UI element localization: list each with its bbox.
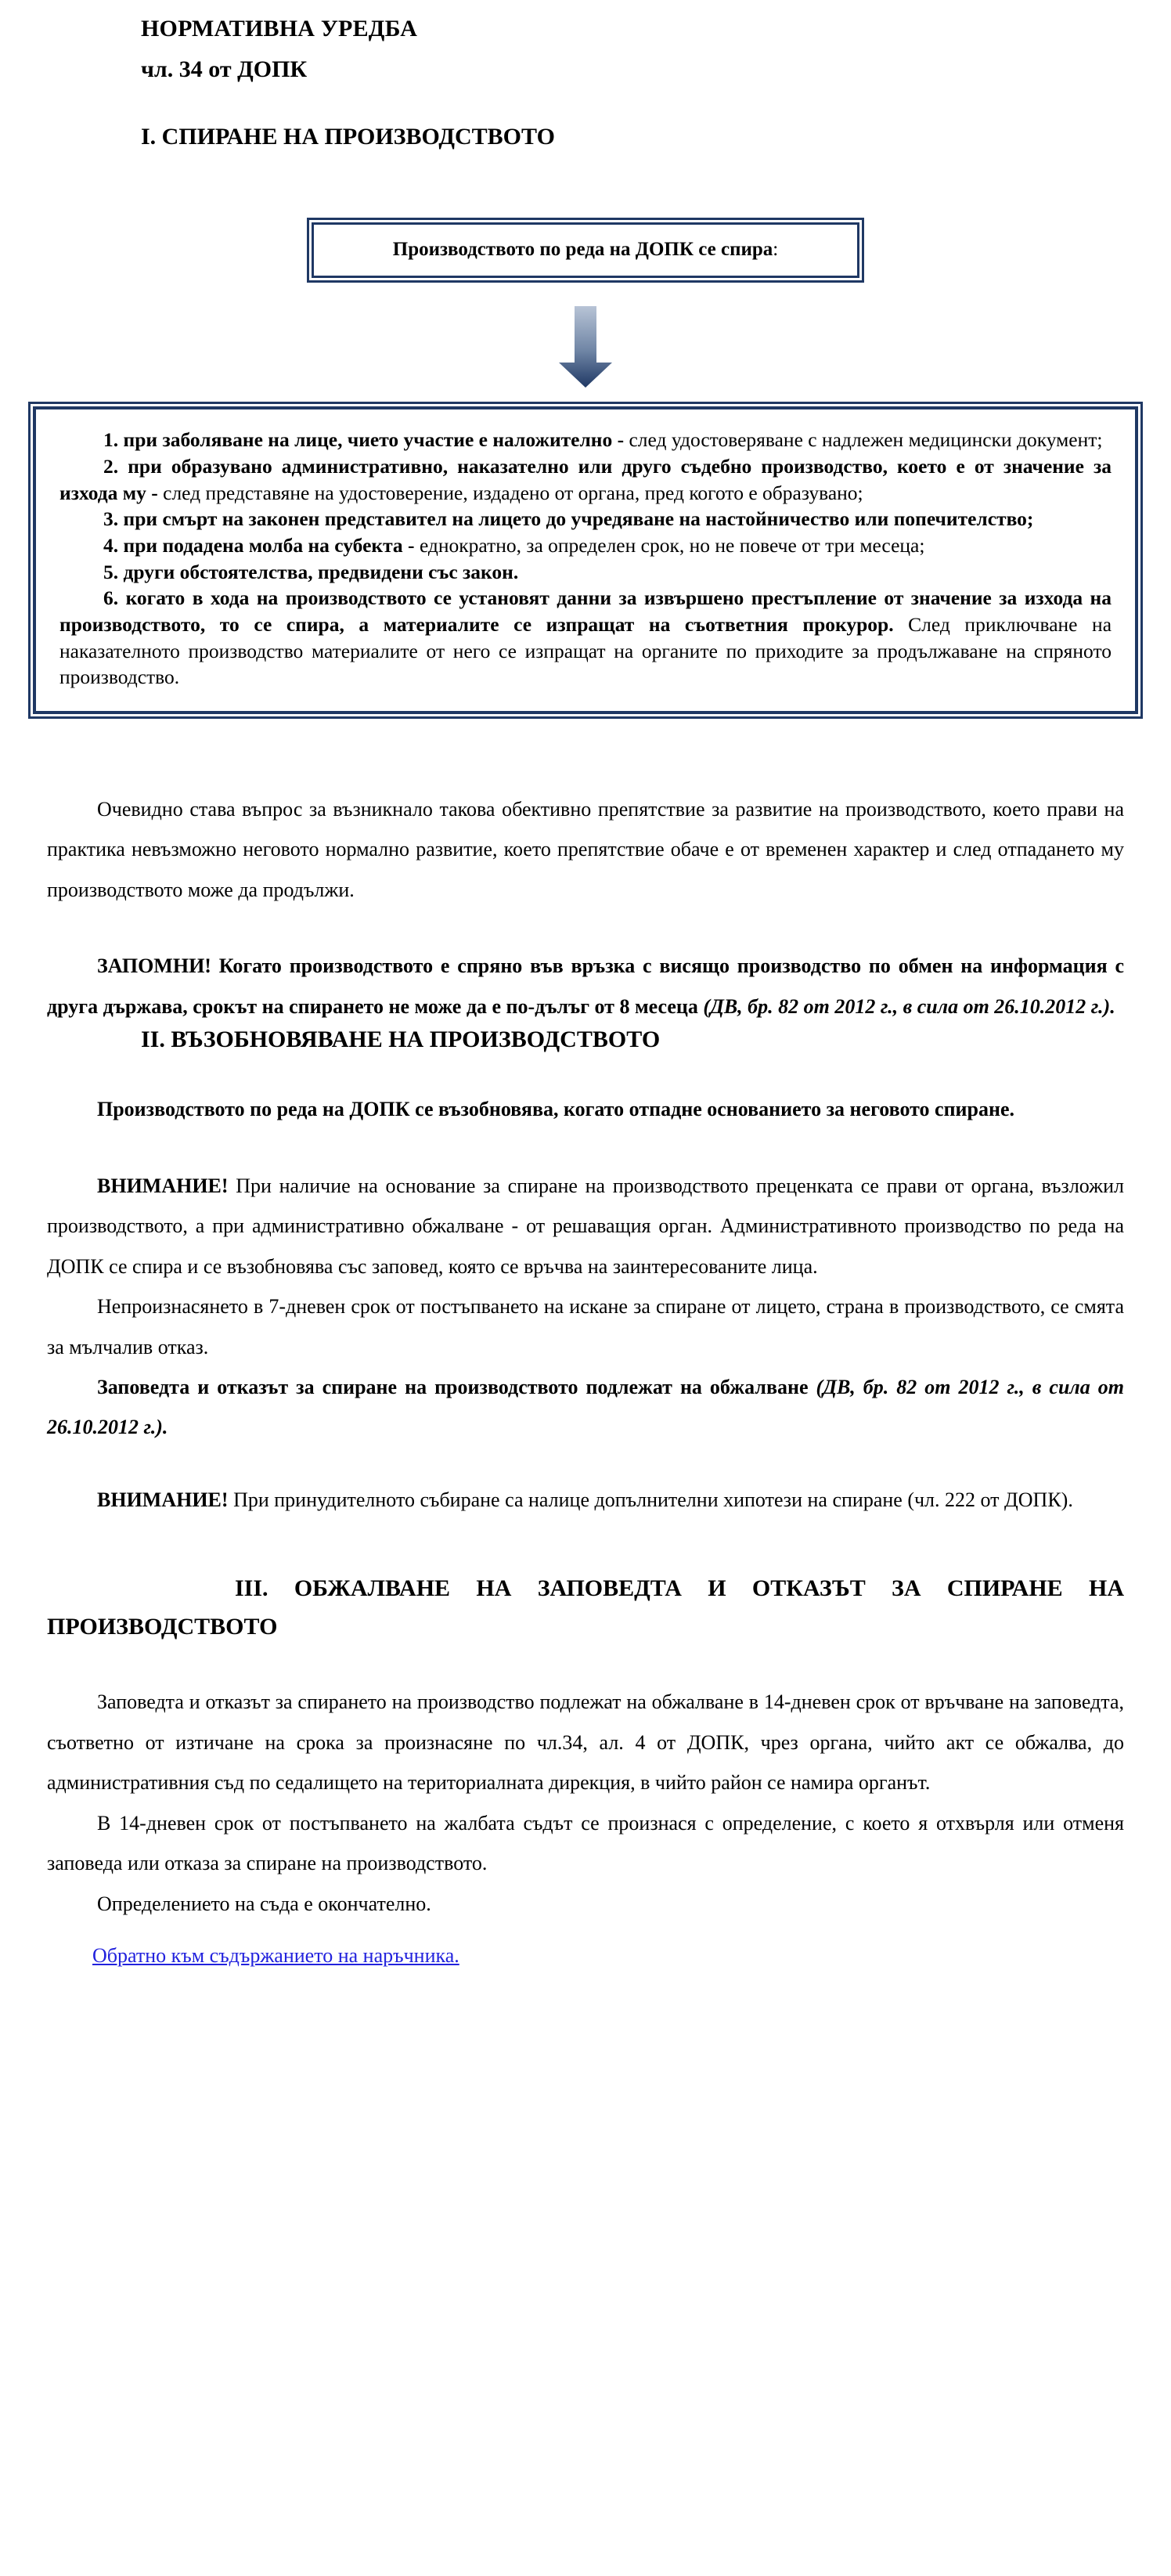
list-item (59, 532, 1112, 559)
list-item-number: 1. (103, 428, 119, 452)
callout-container (0, 150, 1171, 278)
paragraph-obvious: Очевидно става въпрос за възникнало такова обективно препятствие за развитие на производството, което прави на практика невъзможно неговото нормално развитие, което препятствие обаче е от временен характер и след отпадането му производството може да продължи. (47, 797, 1124, 901)
paragraph-attention-1 (0, 1166, 1171, 1286)
section-heading-2: II. ВЪЗОБНОВЯВАНЕ НА ПРОИЗВОДСТВОТО (141, 1026, 661, 1053)
list-item-bold: при подадена молба на субекта - (123, 533, 415, 557)
callout-box (312, 222, 859, 278)
remember-body: Когато производството е спряно във връзка с висящо производство по обмен на информация с друга държава, срокът на спирането не може да е по-дълъг от 8 месеца (47, 954, 1124, 1018)
paragraph-appeal (0, 1367, 1171, 1448)
paragraph-resume-text: Производството по реда на ДОПК се възобновява, когато отпадне основанието за неговото спиране. (97, 1098, 1015, 1121)
section-heading-1: I. СПИРАНЕ НА ПРОИЗВОДСТВОТО (141, 124, 555, 150)
attention-label-2: ВНИМАНИЕ! (97, 1488, 229, 1511)
attention-body-2: При принудителното събиране са налице допълнителни хипотези на спиране (чл. 222 от ДОПК). (228, 1488, 1073, 1511)
paragraph-resume (0, 1089, 1171, 1129)
down-arrow-icon (556, 306, 615, 388)
remember-citation: (ДВ, бр. 82 от 2012 г., в сила от 26.10.2012 г.). (703, 994, 1115, 1018)
paragraph-remember (0, 946, 1171, 1026)
list-item-number: 5. (103, 560, 119, 583)
list-item-number: 4. (103, 533, 119, 557)
remember-label: ЗАПОМНИ! (97, 954, 211, 978)
list-item-regular: След приключване на наказателното производство материалите от него се изпращат на органите по приходите за продължаване на спряното производство. (59, 612, 1112, 689)
grounds-list-box (33, 406, 1138, 714)
arrow-container (0, 278, 1171, 406)
list-item (59, 427, 1112, 453)
paragraph-appeal-term: Заповедта и отказът за спирането на производство подлежат на обжалване в 14-дневен срок от връчване на заповедта, съответно от изтичане на срока за произнасяне по чл.34, ал. 4 от ДОПК, чрез органа, чийто акт се обжалва, до административния съд по седалището на териториалната дирекция, в чийто район се намира органът. (47, 1690, 1124, 1795)
list-item-regular: еднократно, за определен срок, но не повече от три месеца; (419, 533, 925, 557)
page-subtitle: чл. 34 от ДОПК (141, 56, 308, 82)
paragraph-court-term: В 14-дневен срок от постъпването на жалбата съдът се произнася с определение, с което я отхвърля или отменя заповеда или отказа за спиране на производството. (47, 1811, 1124, 1875)
attention-body-1: При наличие на основание за спиране на производството преценката се прави от органа, възложил производството, а при административно обжалване - от решаващия орган. Административното производство по реда на ДОПК се спира и се възобновява със заповед, която се връчва на заинтересованите лица. (47, 1174, 1124, 1278)
list-item-bold: когато в хода на производството се установят данни за извършено престъпление от значение за изхода на производството, то се спира, а материалите се изпращат на съответния прокурор. (59, 586, 1112, 636)
callout-bold-text: Производството по реда на ДОПК се спира (392, 239, 773, 260)
paragraph-attention-2 (0, 1484, 1171, 1517)
list-item-regular: след удостоверяване с надлежен медицински документ; (629, 428, 1103, 452)
list-item-number: 2. (103, 454, 119, 478)
list-item-bold: при заболяване на лице, чието участие е наложително - (123, 428, 625, 452)
section-heading-3: III. ОБЖАЛВАНЕ НА ЗАПОВЕДТА И ОТКАЗЪТ ЗА СПИРАНЕ НА ПРОИЗВОДСТВОТО (47, 1575, 1124, 1640)
list-item (59, 506, 1112, 532)
page-title: НОРМАТИВНА УРЕДБА (141, 16, 418, 41)
list-item (59, 453, 1112, 506)
list-item-bold: при смърт на законен представител на лицето до учредяване на настойничество или попечителство; (123, 507, 1034, 531)
list-item-bold: други обстоятелства, предвидени със закон. (123, 560, 519, 583)
list-item-bold: при образувано административно, наказателно или друго съдебно производство, което е от значение за изхода му - (59, 454, 1112, 504)
list-item (59, 559, 1112, 586)
callout-tail: : (773, 239, 779, 260)
list-item-number: 6. (103, 586, 119, 610)
back-to-contents-link[interactable]: Обратно към съдържанието на наръчника. (92, 1944, 459, 1968)
list-item-regular: след представяне на удостоверение, издадено от органа, пред когото е образувано; (163, 481, 863, 504)
footer-link-container (0, 1941, 1171, 1971)
paragraph-final: Определението на съда е окончателно. (97, 1892, 431, 1915)
appeal-bold: Заповедта и отказът за спиране на производството подлежат на обжалване (97, 1375, 816, 1398)
list-item-number: 3. (103, 507, 119, 531)
callout-text (331, 237, 840, 262)
appeal-citation: (ДВ, бр. 82 от 2012 г., в сила от 26.10.2012 г.). (47, 1375, 1124, 1439)
list-item (59, 585, 1112, 691)
paragraph-silence: Непроизнасянето в 7-дневен срок от постъпването на искане за спиране от лицето, страна в производството, се смята за мълчалив отказ. (47, 1295, 1124, 1358)
attention-label-1: ВНИМАНИЕ! (97, 1174, 229, 1197)
